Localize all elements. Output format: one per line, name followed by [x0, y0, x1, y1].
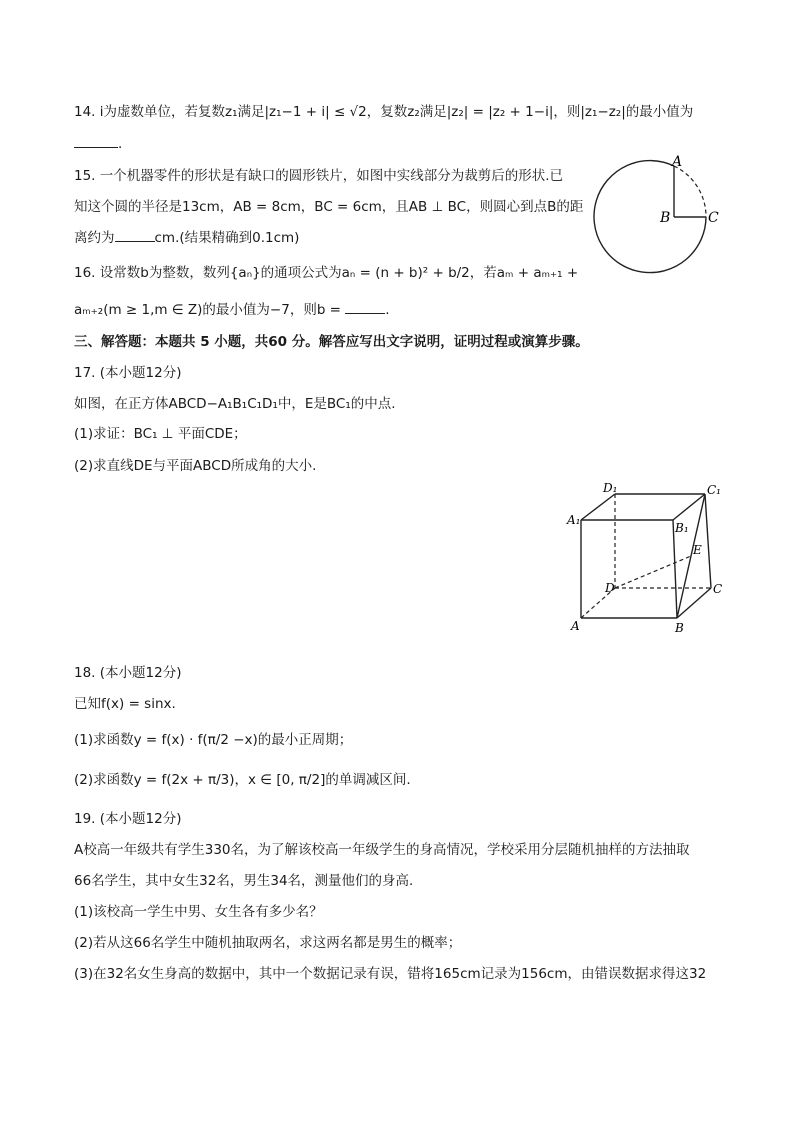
q17-cube-figure: [565, 480, 735, 635]
q19-line2: 66名学生，其中女生32名，男生34名，测量他们的身高.: [74, 873, 414, 889]
q19-part1: (1)该校高一学生中男、女生各有多少名？: [74, 904, 323, 920]
q17-header: 17. (本小题12分): [74, 365, 182, 381]
q17-label-c: C: [713, 582, 723, 596]
q15-label-c: C: [708, 210, 719, 226]
q15-circle-figure: [590, 150, 730, 290]
q17-edge-c1c: [705, 494, 711, 588]
q17-label-c1: C₁: [707, 483, 721, 497]
q18-part1: (1)求函数y = f(x) · f(π/2 −x)的最小正周期；: [74, 732, 353, 748]
q17-edge-a1d1: [581, 494, 615, 520]
q16-answer-blank: [345, 301, 385, 314]
q17-label-b1: B₁: [675, 521, 689, 535]
q19-line1: A校高一年级共有学生330名，为了解该校高一年级学生的身高情况，学校采用分层随机抽样的方法抽取: [74, 842, 690, 858]
q14-line2-end: .: [118, 136, 123, 152]
q17-segment-de: [615, 556, 691, 588]
q17-stem: 如图，在正方体ABCD−A₁B₁C₁D₁中，E是BC₁的中点.: [74, 396, 396, 412]
q18-part2: (2)求函数y = f(2x + π/3)，x ∈ [0, π/2]的单调减区间.: [74, 772, 411, 788]
q19-part3: (3)在32名女生身高的数据中，其中一个数据记录有误，错将165cm记录为156cm，由错误数据求得这32: [74, 966, 707, 982]
q15-dashed-arc: [674, 166, 706, 217]
q17-part1: (1)求证：BC₁ ⊥ 平面CDE；: [74, 426, 247, 442]
q17-part2: (2)求直线DE与平面ABCD所成角的大小.: [74, 458, 317, 474]
q19-part2: (2)若从这66名学生中随机抽取两名，求这两名都是男生的概率；: [74, 935, 462, 951]
q17-label-e: E: [693, 543, 702, 557]
q15-line3-post: cm.(结果精确到0.1cm): [154, 230, 300, 246]
q17-label-a1: A₁: [567, 513, 581, 527]
q15-label-b: B: [660, 210, 671, 226]
q17-label-d: D: [605, 581, 615, 595]
q16-line2: [74, 301, 390, 319]
q14-line1: 14. i为虚数单位，若复数z₁满足|z₁−1 + i| ≤ √2，复数z₂满足|z₂| = |z₂ + 1−i|，则|z₁−z₂|的最小值为: [74, 104, 694, 120]
q17-label-d1: D₁: [603, 481, 618, 495]
q17-label-a: A: [571, 619, 580, 633]
q15-line1: 15. 一个机器零件的形状是有缺口的圆形铁片，如图中实线部分为裁剪后的形状.已: [74, 168, 564, 184]
q17-label-b: B: [675, 621, 684, 635]
q14-answer-blank: [74, 135, 118, 148]
q15-label-a: A: [672, 154, 683, 170]
q19-header: 19. (本小题12分): [74, 811, 182, 827]
q16-line1: 16. 设常数b为整数，数列{aₙ}的通项公式为aₙ = (n + b)² + b/2，若aₘ + aₘ₊₁ +: [74, 265, 579, 281]
section3-heading: 三、解答题：本题共 5 小题，共60 分。解答应写出文字说明，证明过程或演算步骤。: [74, 334, 589, 350]
q14-answer-line: [74, 135, 122, 153]
q18-stem: 已知f(x) = sinx.: [74, 696, 176, 712]
q15-line3: [74, 229, 299, 247]
q15-line2: 知这个圆的半径是13cm，AB = 8cm，BC = 6cm，且AB ⊥ BC，则圆心到点B的距: [74, 199, 584, 215]
q15-answer-blank: [115, 229, 155, 242]
q16-line2-post: .: [385, 302, 390, 318]
q15-line3-pre: 离约为: [74, 230, 115, 246]
q16-line2-pre: aₘ₊₂(m ≥ 1,m ∈ Z)的最小值为−7，则b =: [74, 302, 346, 318]
q18-header: 18. (本小题12分): [74, 665, 182, 681]
